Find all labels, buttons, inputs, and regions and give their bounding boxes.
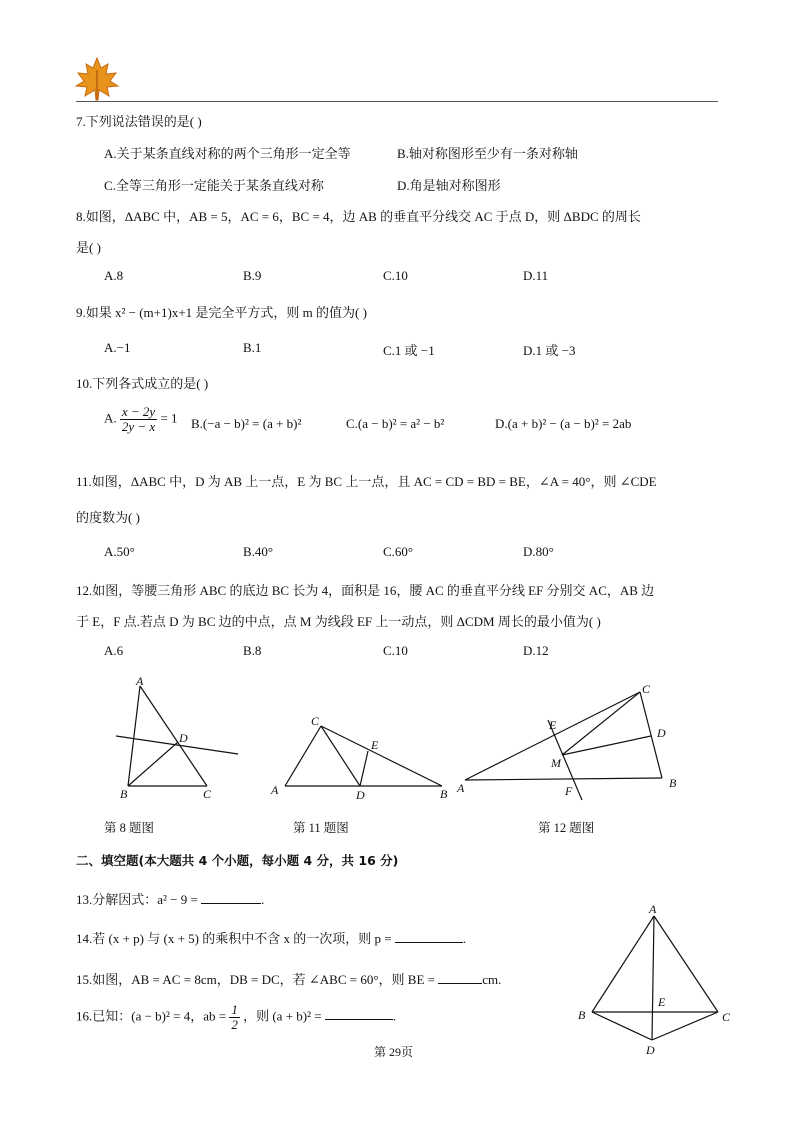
fig11-label-a: A: [271, 783, 279, 797]
q11-stem-line2: 的度数为( ): [76, 510, 140, 525]
figure-q11: [265, 710, 460, 805]
q14-answer-blank[interactable]: [395, 930, 463, 943]
q16-prefix: 16.已知：(a − b)² = 4，ab =: [76, 1008, 227, 1024]
q10-option-a-numerator: x − 2y: [121, 404, 156, 419]
header-rule: [76, 101, 718, 102]
q14-text: 14.若 (x + p) 与 (x + 5) 的乘积中不含 x 的一次项，则 p =: [76, 931, 392, 946]
q11-option-d: D.80°: [523, 544, 554, 559]
fig12-label-e: E: [549, 718, 557, 732]
fig11-label-c: C: [311, 714, 320, 728]
figure-q8: [100, 670, 250, 810]
fig8-label-d: D: [179, 731, 188, 745]
fig11-caption: 第 11 题图: [293, 821, 349, 835]
q7-stem: 7.下列说法错误的是( ): [76, 114, 202, 129]
q11-option-c: C.60°: [383, 544, 414, 559]
q12-option-d: D.12: [523, 643, 549, 658]
fig8-label-b: B: [120, 787, 128, 801]
page-number: 第 29页: [374, 1045, 414, 1059]
q16-mid: ，则 (a + b)² =: [243, 1008, 322, 1024]
fig15-label-a: A: [649, 902, 657, 916]
figure-q15: [572, 900, 737, 1060]
figure-q12: [450, 680, 685, 805]
q13-text: 13.分解因式：a² − 9 =: [76, 892, 198, 907]
q9-option-d: D.1 或 −3: [523, 343, 576, 358]
q8-option-b: B.9: [243, 268, 262, 283]
fig8-caption: 第 8 题图: [104, 821, 155, 835]
q7-option-b: B.轴对称图形至少有一条对称轴: [397, 146, 578, 161]
fig8-label-a: A: [136, 674, 144, 688]
fig12-label-b: B: [669, 776, 677, 790]
q16-fraction-numerator: 1: [231, 1002, 238, 1017]
q12-option-c: C.10: [383, 643, 408, 658]
q8-option-d: D.11: [523, 268, 549, 283]
fig11-label-d: D: [356, 788, 365, 802]
q14: [76, 928, 466, 947]
fig12-caption: 第 12 题图: [538, 821, 595, 835]
q10-option-d: D.(a + b)² − (a − b)² = 2ab: [495, 416, 632, 431]
q9-option-c: C.1 或 −1: [383, 343, 435, 358]
fig12-label-f: F: [565, 784, 573, 798]
q10-option-a-fraction: [120, 405, 157, 434]
q16-end: .: [392, 1008, 397, 1024]
fig8-label-c: C: [203, 787, 212, 801]
q9-stem: 9.如果 x² − (m+1)x+1 是完全平方式，则 m 的值为( ): [76, 305, 367, 320]
q7-option-a: A.关于某条直线对称的两个三角形一定全等: [104, 146, 351, 161]
q10-option-a: [104, 405, 178, 434]
q16-answer-blank[interactable]: [325, 1007, 393, 1020]
q13: [76, 889, 264, 908]
fig11-label-e: E: [371, 738, 379, 752]
q15-text: 15.如图，AB = AC = 8cm，DB = DC，若 ∠ABC = 60°，则 BE =: [76, 972, 435, 987]
q11-stem-line1: 11.如图，ΔABC 中，D 为 AB 上一点，E 为 BC 上一点，且 AC = CD = BD = BE，∠A = 40°，则 ∠CDE: [76, 474, 657, 489]
q10-option-c: C.(a − b)² = a² − b²: [346, 416, 445, 431]
q12-stem-line1: 12.如图，等腰三角形 ABC 的底边 BC 长为 4，面积是 16，腰 AC 的垂直平分线 EF 分别交 AC，AB 边: [76, 583, 655, 598]
q13-answer-blank[interactable]: [201, 891, 261, 904]
q11-option-b: B.40°: [243, 544, 274, 559]
q9-option-a: A.−1: [104, 340, 131, 355]
q8-stem-line2: 是( ): [76, 240, 101, 255]
q10-option-b: B.(−a − b)² = (a + b)²: [191, 416, 302, 431]
section2-title: 二、填空题(本大题共 4 个小题，每小题 4 分，共 16 分): [76, 853, 399, 868]
q14-end: .: [462, 931, 467, 946]
fig12-label-d: D: [657, 726, 666, 740]
fig15-label-d: D: [646, 1043, 655, 1057]
q15: [76, 969, 501, 988]
q9-option-b: B.1: [243, 340, 262, 355]
q7-option-c: C.全等三角形一定能关于某条直线对称: [104, 178, 324, 193]
fig12-label-c: C: [642, 682, 651, 696]
fig15-label-e: E: [658, 995, 666, 1009]
q13-end: .: [261, 892, 265, 907]
q15-end: cm.: [482, 972, 502, 987]
q16: [76, 1003, 396, 1032]
q15-answer-blank[interactable]: [438, 971, 482, 984]
q12-stem-line2: 于 E，F 点.若点 D 为 BC 边的中点，点 M 为线段 EF 上一动点，则 ΔCDM 周长的最小值为( ): [76, 614, 601, 629]
q12-option-a: A.6: [104, 643, 124, 658]
q8-option-a: A.8: [104, 268, 124, 283]
q10-option-a-denominator: 2y − x: [121, 419, 156, 434]
q12-option-b: B.8: [243, 643, 262, 658]
fig15-label-b: B: [578, 1008, 586, 1022]
fig12-label-a: A: [457, 781, 465, 795]
fig11-label-b: B: [440, 787, 448, 801]
q10-stem: 10.下列各式成立的是( ): [76, 376, 209, 391]
q10-option-a-rest: = 1: [160, 410, 178, 426]
q16-fraction: [229, 1003, 240, 1032]
fig12-label-m: M: [551, 756, 561, 770]
maple-leaf-icon: [74, 56, 120, 102]
q11-option-a: A.50°: [104, 544, 135, 559]
q16-fraction-denominator: 2: [231, 1017, 238, 1032]
q10-option-a-prefix: A.: [104, 410, 117, 426]
q8-option-c: C.10: [383, 268, 408, 283]
q8-stem-line1: 8.如图，ΔABC 中，AB = 5，AC = 6，BC = 4，边 AB 的垂直平分线交 AC 于点 D，则 ΔBDC 的周长: [76, 209, 641, 224]
fig15-label-c: C: [722, 1010, 731, 1024]
q7-option-d: D.角是轴对称图形: [397, 178, 501, 193]
